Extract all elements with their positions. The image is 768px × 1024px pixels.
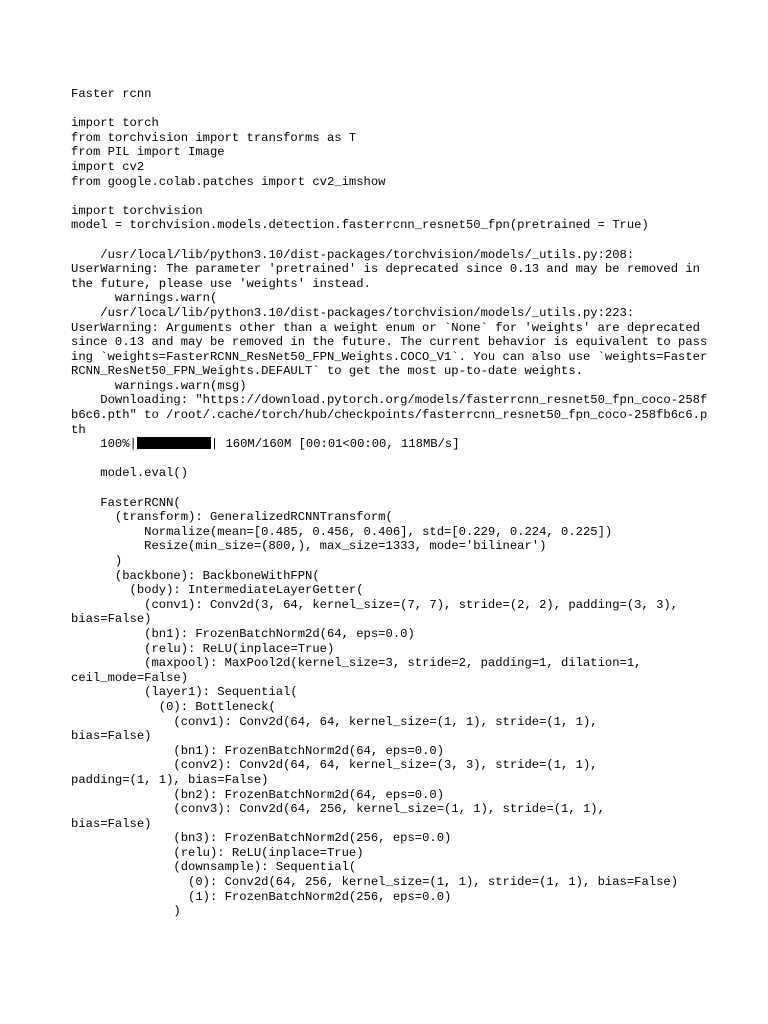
- output-line: bias=False): [71, 816, 152, 831]
- code-line: from torchvision import transforms as T: [71, 130, 357, 145]
- output-line: (transform): GeneralizedRCNNTransform(: [100, 510, 393, 525]
- warning-call: warnings.warn(: [114, 291, 218, 306]
- output-line: (conv1): Conv2d(64, 64, kernel_size=(1, 1), stride=(1, 1),: [100, 714, 598, 729]
- progress-bar: [137, 437, 211, 449]
- output-line: (layer1): Sequential(: [100, 685, 298, 700]
- output-line: FasterRCNN(: [100, 495, 181, 510]
- output-line: (0): Conv2d(64, 256, kernel_size=(1, 1), stride=(1, 1), bias=False): [100, 875, 679, 890]
- output-line: (body): IntermediateLayerGetter(: [100, 583, 364, 598]
- download-line: Downloading: "https://download.pytorch.org/models/fasterrcnn_resnet50_fpn_coco-258fb6c6.pth" to /root/.cache/torch/hub/checkpoints/fasterrcnn_resnet50_fpn_coco-258fb6c6.pth: [71, 393, 708, 437]
- output-line: (relu): ReLU(inplace=True): [100, 845, 364, 860]
- warning-path: /usr/local/lib/python3.10/dist-packages/torchvision/models/_utils.py:208:: [100, 247, 635, 262]
- output-line: (bn3): FrozenBatchNorm2d(256, eps=0.0): [100, 831, 452, 846]
- progress-line: [71, 437, 711, 452]
- output-line: (0): Bottleneck(: [100, 699, 276, 714]
- warning-message: UserWarning: Arguments other than a weight enum or `None` for 'weights' are deprecated since 0.13 and may be removed in the future. The current behavior is equivalent to passing `weights=FasterRCNN_ResNet50_FPN_Weights.COCO_V1`. You can also use `weights=FasterRCNN_ResNet50_FPN_Weights.DEFAULT` to get the most up-to-date weights.: [71, 320, 708, 379]
- output-line: (relu): ReLU(inplace=True): [100, 641, 335, 656]
- code-line: import torchvision: [71, 203, 203, 218]
- warning-output: [71, 248, 711, 452]
- doc-title: Faster rcnn: [71, 87, 152, 101]
- progress-rest: | 160M/160M [00:01<00:00, 118MB/s]: [210, 437, 460, 452]
- code-line: import torch: [71, 116, 159, 131]
- code-block-eval: [71, 466, 711, 481]
- code-line: from PIL import Image: [71, 145, 225, 160]
- output-line: (conv1): Conv2d(3, 64, kernel_size=(7, 7), stride=(2, 2), padding=(3, 3),: [100, 597, 679, 612]
- output-line: (1): FrozenBatchNorm2d(256, eps=0.0): [100, 889, 452, 904]
- code-line: model.eval(): [100, 466, 189, 481]
- output-line: ): [100, 904, 181, 919]
- output-line: Normalize(mean=[0.485, 0.456, 0.406], std=[0.229, 0.224, 0.225]): [100, 524, 613, 539]
- output-line: (backbone): BackboneWithFPN(: [100, 568, 320, 583]
- output-line: (bn1): FrozenBatchNorm2d(64, eps=0.0): [100, 626, 415, 641]
- output-line: padding=(1, 1), bias=False): [71, 772, 269, 787]
- output-line: ceil_mode=False): [71, 670, 189, 685]
- code-line: import cv2: [71, 159, 145, 174]
- output-line: (maxpool): MaxPool2d(kernel_size=3, stride=2, padding=1, dilation=1,: [100, 656, 642, 671]
- output-line: (conv2): Conv2d(64, 64, kernel_size=(3, 3), stride=(1, 1),: [100, 758, 598, 773]
- output-line: (bn2): FrozenBatchNorm2d(64, eps=0.0): [100, 787, 445, 802]
- output-line: ): [100, 554, 123, 568]
- code-line: model = torchvision.models.detection.fasterrcnn_resnet50_fpn(pretrained = True): [71, 218, 649, 233]
- warning-call: warnings.warn(msg): [114, 378, 247, 393]
- output-line: Resize(min_size=(800,), max_size=1333, mode='bilinear'): [100, 539, 547, 554]
- output-line: (conv3): Conv2d(64, 256, kernel_size=(1, 1), stride=(1, 1),: [100, 802, 605, 817]
- code-block-imports: [71, 116, 711, 189]
- document-page: [71, 87, 711, 933]
- model-output: [71, 496, 711, 919]
- code-line: from google.colab.patches import cv2_imshow: [71, 174, 386, 189]
- warning-message: UserWarning: The parameter 'pretrained' is deprecated since 0.13 and may be removed in the future, please use 'weights' instead.: [71, 262, 708, 291]
- code-block-model: [71, 204, 711, 233]
- output-line: (bn1): FrozenBatchNorm2d(64, eps=0.0): [100, 743, 445, 758]
- progress-percent: 100%|: [100, 437, 137, 452]
- output-line: bias=False): [71, 612, 152, 627]
- warning-path: /usr/local/lib/python3.10/dist-packages/torchvision/models/_utils.py:223:: [100, 305, 635, 320]
- output-line: bias=False): [71, 729, 152, 744]
- output-line: (downsample): Sequential(: [100, 860, 357, 875]
